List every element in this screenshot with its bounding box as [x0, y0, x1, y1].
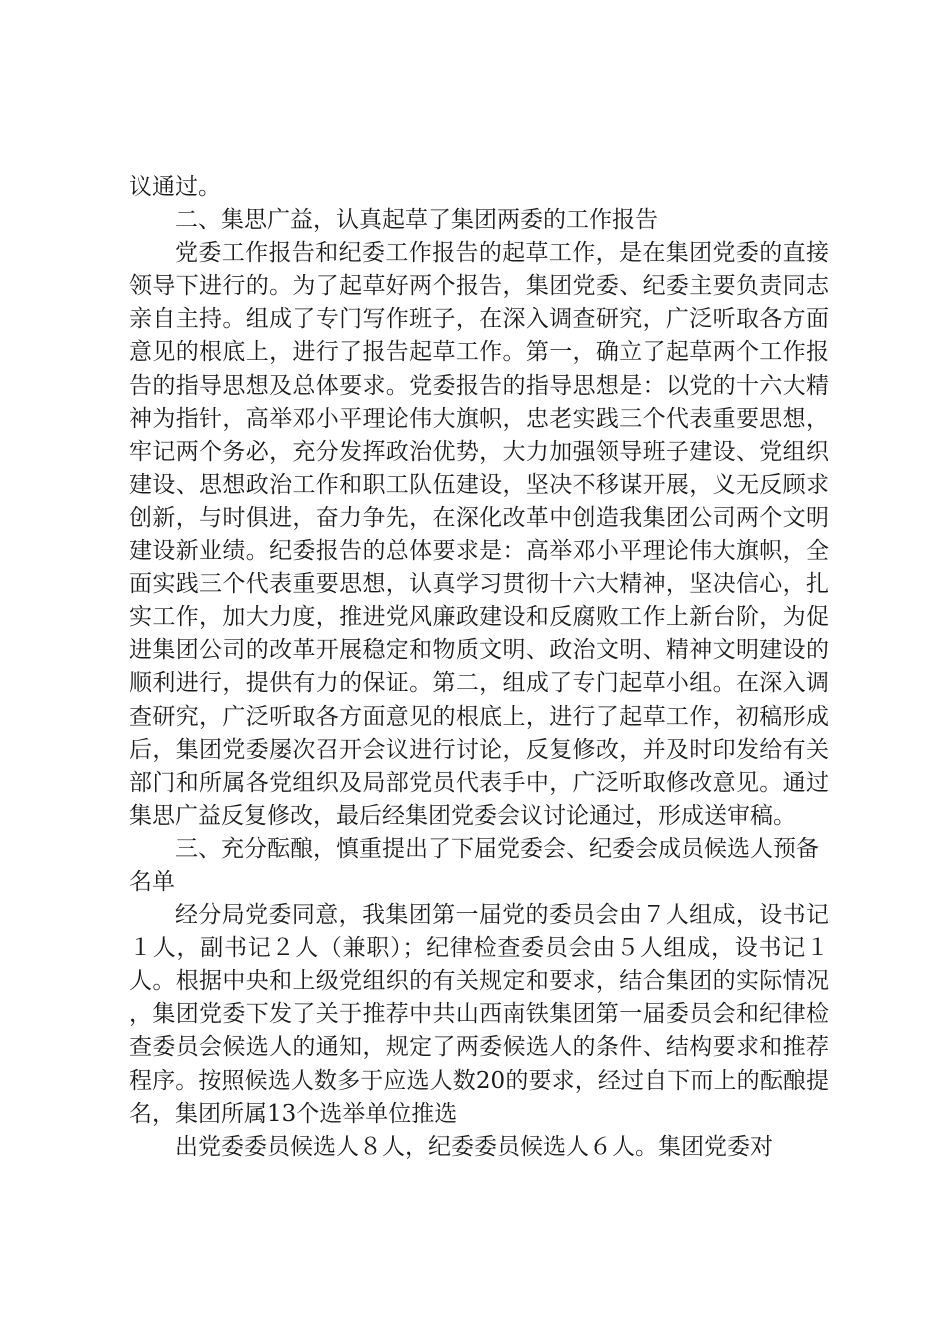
- paragraph-candidate-nomination: 经分局党委同意，我集团第一届党的委员会由７人组成，设书记１人，副书记２人（兼职）；纪律检查委员会由５人组成，设书记１人。根据中央和上级党组织的有关规定和要求，结合集团的实际情况，集团党委下发了关于推荐中共山西南铁集团第一届委员会和纪律检查委员会候选人的通知，规定了两委候选人的条件、结构要求和推荐程序。按照候选人数多于应选人数20的要求，经过自下而上的酝酿提名，集团所属13个选举单位推选: [129, 902, 829, 1127]
- document-body: [129, 171, 829, 1164]
- paragraph-continuation: 议通过。: [129, 174, 221, 200]
- section-heading-three: 三、充分酝酿，慎重提出了下届党委会、纪委会成员候选人预备名单: [129, 835, 819, 895]
- paragraph-candidate-count: 出党委委员候选人８人，纪委委员候选人６人。集团党委对: [175, 1133, 773, 1160]
- paragraph-report-drafting: 党委工作报告和纪委工作报告的起草工作，是在集团党委的直接领导下进行的。为了起草好两个报告，集团党委、纪委主要负责同志亲自主持。组成了专门写作班子，在深入调查研究，广泛听取各方面意见的根底上，进行了报告起草工作。第一，确立了起草两个工作报告的指导思想及总体要求。党委报告的指导思想是：以党的十六大精神为指针，高举邓小平理论伟大旗帜，忠老实践三个代表重要思想，牢记两个务必，充分发挥政治优势，大力加强领导班子建设、党组织建设、思想政治工作和职工队伍建设，坚决不移谋开展，义无反顾求创新，与时俱进，奋力争先，在深化改革中创造我集团公司两个文明建设新业绩。纪委报告的总体要求是：高举邓小平理论伟大旗帜，全面实践三个代表重要思想，认真学习贯彻十六大精神，坚决信心，扎实工作，加大力度，推进党风廉政建设和反腐败工作上新台阶，为促进集团公司的改革开展稳定和物质文明、政治文明、精神文明建设的顺利进行，提供有力的保证。第二，组成了专门起草小组。在深入调查研究，广泛听取各方面意见的根底上，进行了起草工作，初稿形成后，集团党委屡次召开会议进行讨论，反复修改，并及时印发给有关部门和所属各党组织及局部党员代表手中，广泛听取修改意见。通过集思广益反复修改，最后经集团党委会议讨论通过，形成送审稿。: [129, 240, 829, 829]
- section-heading-two: 二、集思广益，认真起草了集团两委的工作报告: [175, 207, 658, 234]
